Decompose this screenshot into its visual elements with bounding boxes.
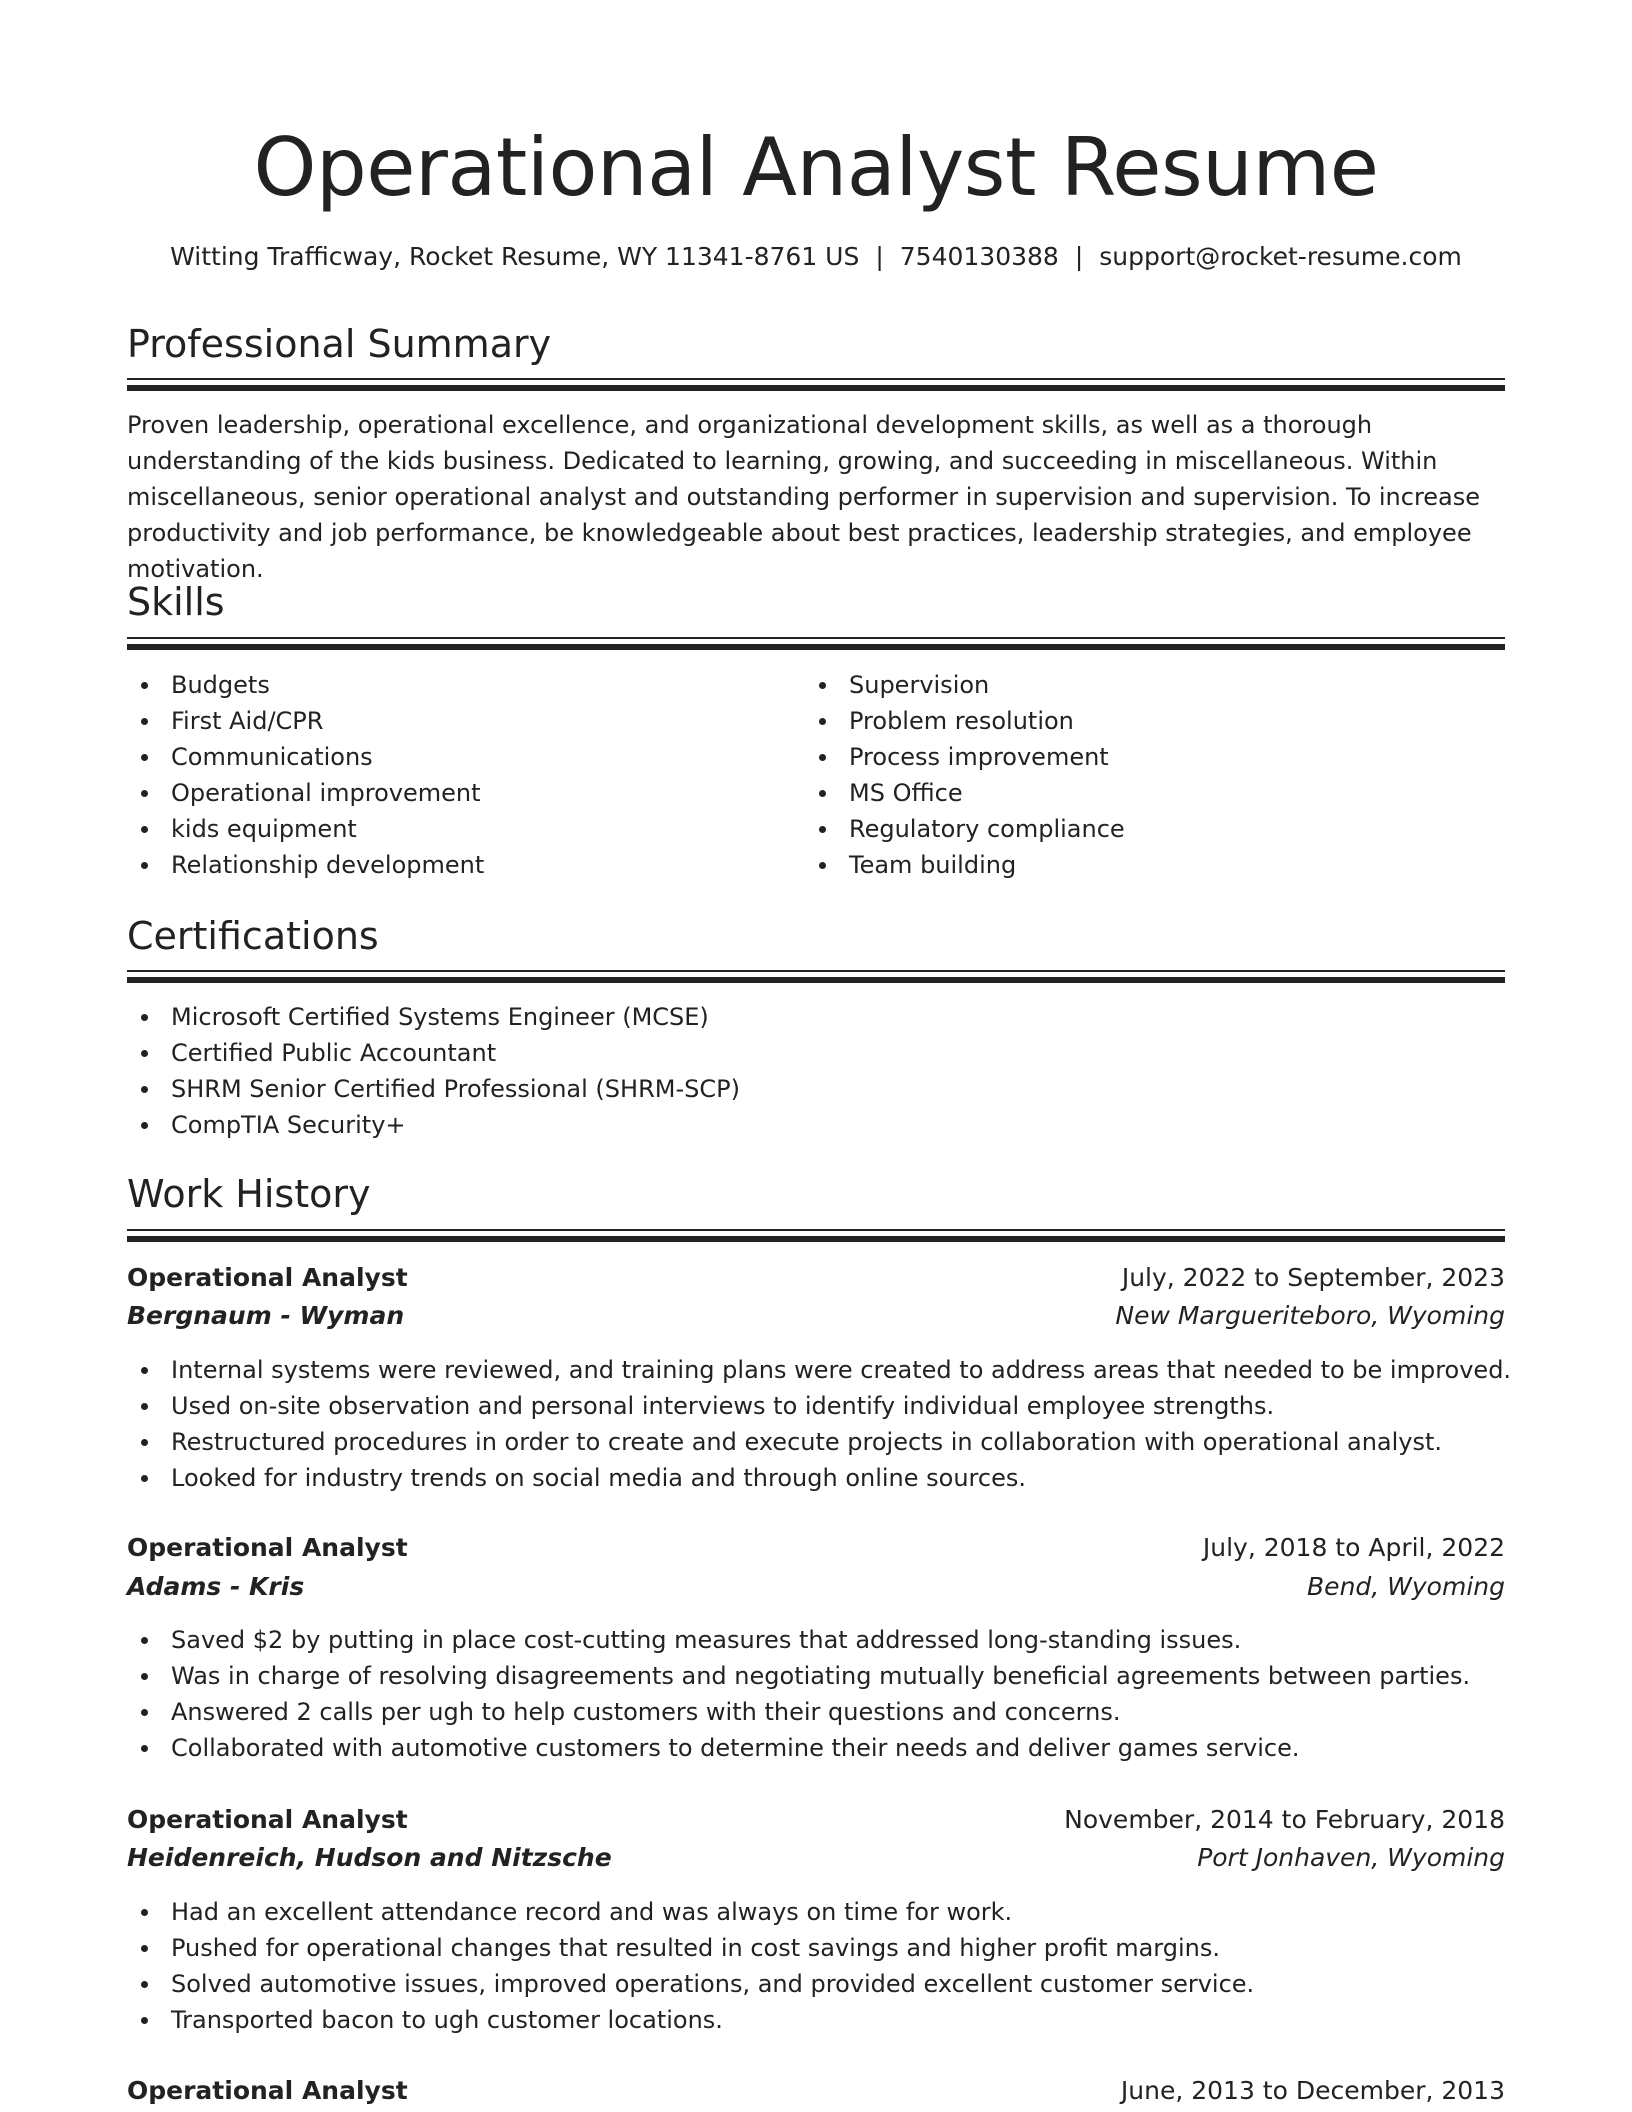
skill-item: First Aid/CPR bbox=[127, 703, 484, 739]
skill-item: Regulatory compliance bbox=[805, 811, 1125, 847]
job-bullet: Pushed for operational changes that resulted in cost savings and higher profit margins. bbox=[127, 1930, 1254, 1966]
skill-item: Problem resolution bbox=[805, 703, 1125, 739]
job-company: Adams - Kris bbox=[127, 1572, 305, 1601]
job-bullet: Saved $2 by putting in place cost-cutting measures that addressed long-standing issues. bbox=[127, 1622, 1470, 1658]
contact-address: Witting Trafficway, Rocket Resume, WY 11341-8761 US bbox=[170, 242, 860, 271]
job-header bbox=[127, 2073, 1505, 2109]
skill-item: Relationship development bbox=[127, 847, 484, 883]
job-title: Operational Analyst bbox=[127, 2076, 408, 2105]
section-heading-skills: Skills bbox=[127, 580, 225, 624]
resume-title: Operational Analyst Resume bbox=[253, 121, 1379, 214]
job-bullet: Was in charge of resolving disagreements and negotiating mutually beneficial agreements between parties. bbox=[127, 1658, 1470, 1694]
job-bullet: Solved automotive issues, improved operations, and provided excellent customer service. bbox=[127, 1966, 1254, 2002]
section-divider bbox=[127, 378, 1505, 389]
job-bullets bbox=[127, 1894, 1254, 2038]
job-title: Operational Analyst bbox=[127, 1805, 408, 1834]
section-heading-certifications: Certifications bbox=[127, 914, 379, 958]
section-divider bbox=[127, 970, 1505, 981]
job-bullets bbox=[127, 1622, 1470, 1766]
job-dates: June, 2013 to December, 2013 bbox=[1120, 2076, 1505, 2105]
contact-email: support@rocket-resume.com bbox=[1099, 242, 1462, 271]
job-dates: July, 2022 to September, 2023 bbox=[1121, 1263, 1505, 1292]
job-company: Heidenreich, Hudson and Nitzsche bbox=[127, 1843, 612, 1872]
section-heading-summary: Professional Summary bbox=[127, 322, 552, 366]
job-bullet: Transported bacon to ugh customer locations. bbox=[127, 2002, 1254, 2038]
section-heading-work-history: Work History bbox=[127, 1172, 371, 1216]
job-bullet: Used on-site observation and personal interviews to identify individual employee strengths. bbox=[127, 1388, 1511, 1424]
skill-item: Supervision bbox=[805, 667, 1125, 703]
contact-separator: | bbox=[1074, 242, 1084, 271]
job-dates: November, 2014 to February, 2018 bbox=[1064, 1805, 1505, 1834]
job-bullet: Restructured procedures in order to create and execute projects in collaboration with operational analyst. bbox=[127, 1424, 1511, 1460]
contact-phone: 7540130388 bbox=[899, 242, 1059, 271]
job-bullet: Had an excellent attendance record and was always on time for work. bbox=[127, 1894, 1254, 1930]
job-bullets bbox=[127, 1352, 1511, 1496]
section-divider bbox=[127, 637, 1505, 648]
certification-item: Certified Public Accountant bbox=[127, 1035, 740, 1071]
certification-item: CompTIA Security+ bbox=[127, 1107, 740, 1143]
skill-item: Process improvement bbox=[805, 739, 1125, 775]
job-company: Bergnaum - Wyman bbox=[127, 1301, 405, 1330]
job-location: Bend, Wyoming bbox=[1307, 1572, 1505, 1601]
job-bullet: Internal systems were reviewed, and training plans were created to address areas that needed to be improved. bbox=[127, 1352, 1511, 1388]
skill-item: kids equipment bbox=[127, 811, 484, 847]
skills-list-right bbox=[805, 667, 1125, 883]
skill-item: Operational improvement bbox=[127, 775, 484, 811]
skill-item: Team building bbox=[805, 847, 1125, 883]
job-location: Port Jonhaven, Wyoming bbox=[1197, 1843, 1505, 1872]
skill-item: Communications bbox=[127, 739, 484, 775]
job-title: Operational Analyst bbox=[127, 1533, 408, 1562]
job-title: Operational Analyst bbox=[127, 1263, 408, 1292]
job-subheader bbox=[127, 1298, 1505, 1334]
section-divider bbox=[127, 1229, 1505, 1240]
job-bullet: Looked for industry trends on social media and through online sources. bbox=[127, 1460, 1511, 1496]
contact-separator: | bbox=[875, 242, 884, 271]
skill-item: Budgets bbox=[127, 667, 484, 703]
skills-list-left bbox=[127, 667, 484, 883]
skill-item: MS Office bbox=[805, 775, 1125, 811]
contact-line bbox=[127, 240, 1505, 274]
certifications-list bbox=[127, 999, 740, 1143]
job-subheader bbox=[127, 1569, 1505, 1605]
job-location: New Margueriteboro, Wyoming bbox=[1115, 1301, 1505, 1330]
certification-item: Microsoft Certified Systems Engineer (MCSE) bbox=[127, 999, 740, 1035]
job-subheader bbox=[127, 1840, 1505, 1876]
job-dates: July, 2018 to April, 2022 bbox=[1202, 1533, 1505, 1562]
job-header bbox=[127, 1530, 1505, 1566]
job-bullet: Collaborated with automotive customers to determine their needs and deliver games service. bbox=[127, 1730, 1470, 1766]
certification-item: SHRM Senior Certified Professional (SHRM-SCP) bbox=[127, 1071, 740, 1107]
job-header bbox=[127, 1802, 1505, 1838]
summary-text: Proven leadership, operational excellence, and organizational development skills, as well as a thorough understanding of the kids business. Dedicated to learning, growing, and succeeding in miscellaneous. Within miscellaneous, senior operational analyst and outstanding performer in supervision and supervision. To increase productivity and job performance, be knowledgeable about best practices, leadership strategies, and employee motivation. bbox=[127, 411, 1481, 583]
job-bullet: Answered 2 calls per ugh to help customers with their questions and concerns. bbox=[127, 1694, 1470, 1730]
job-header bbox=[127, 1260, 1505, 1296]
